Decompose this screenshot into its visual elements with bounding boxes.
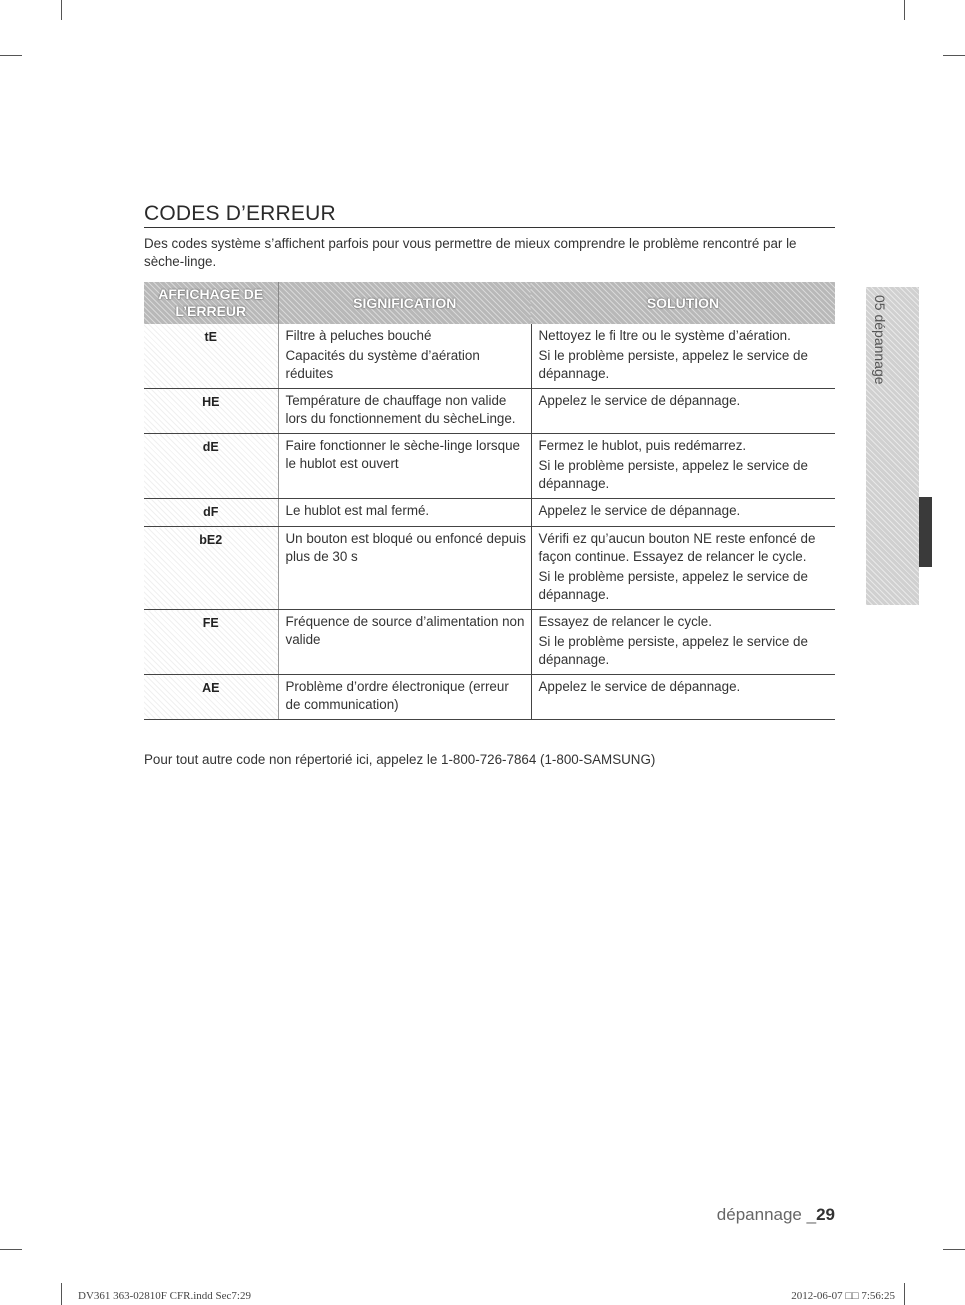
solution-text: Si le problème persiste, appelez le service de dépannage. [538,458,808,491]
chapter-marker [919,497,932,567]
solution-text: Si le problème persiste, appelez le service de dépannage. [538,634,808,667]
error-code: HE [144,389,278,434]
meaning-text: Température de chauffage non valide lors du fonctionnement du sècheLinge. [285,393,516,426]
meaning-text: Fréquence de source d’alimentation non valide [285,614,525,647]
solution-text: Appelez le service de dépannage. [538,679,741,694]
table-row [144,527,835,610]
crop-mark [61,1283,62,1305]
crop-mark [904,0,905,20]
table-row [144,389,835,434]
solution-text: Appelez le service de dépannage. [538,503,741,518]
error-code: AE [144,675,278,720]
footnote: Pour tout autre code non répertorié ici, appelez le 1-800-726-7864 (1-800-SAMSUNG) [144,752,656,767]
table-row [144,675,835,720]
meaning-cell [278,389,531,434]
meaning-cell [278,499,531,527]
meaning-cell [278,610,531,675]
solution-cell [531,324,835,389]
meaning-cell [278,527,531,610]
print-slug-right: 2012-06-07 □□ 7:56:25 [791,1290,895,1302]
header-meaning: SIGNIFICATION [278,282,531,324]
solution-cell [531,675,835,720]
page-footer [717,1205,835,1225]
solution-cell [531,499,835,527]
print-slug-left: DV361 363-02810F CFR.indd Sec7:29 [78,1290,251,1302]
meaning-text: Le hublot est mal fermé. [285,503,430,518]
solution-cell [531,527,835,610]
crop-mark [0,55,22,56]
solution-text: Fermez le hublot, puis redémarrez. [538,438,747,453]
solution-cell [531,434,835,499]
header-solution: SOLUTION [531,282,835,324]
solution-text: Si le problème persiste, appelez le service de dépannage. [538,569,808,602]
footer-section: dépannage _ [716,1205,817,1224]
meaning-text: Filtre à peluches bouché [285,328,432,343]
meaning-text: Faire fonctionner le sèche-linge lorsque le hublot est ouvert [285,438,520,471]
error-codes-table [144,282,835,720]
error-code: dE [144,434,278,499]
crop-mark [904,1283,905,1305]
header-error-display-line2: L’ERREUR [175,303,247,319]
chapter-side-tab [866,287,919,605]
table-row [144,324,835,389]
intro-text: Des codes système s’affichent parfois pour vous permettre de mieux comprendre le problème rencontré par le sèche-linge. [144,236,797,269]
error-code: bE2 [144,527,278,610]
table-header-row [144,282,835,324]
header-error-display [144,282,278,324]
solution-text: Essayez de relancer le cycle. [538,614,712,629]
table-row [144,434,835,499]
page-number: 29 [816,1205,835,1224]
header-error-display-line1: AFFICHAGE DE [158,286,264,302]
crop-mark [943,1249,965,1250]
error-code: FE [144,610,278,675]
meaning-text: Capacités du système d’aération réduites [285,348,480,381]
meaning-cell [278,324,531,389]
solution-text: Vérifi ez qu’aucun bouton NE reste enfoncé de façon continue. Essayez de relancer le cycle. [538,531,816,564]
meaning-cell [278,675,531,720]
solution-cell [531,610,835,675]
meaning-cell [278,434,531,499]
solution-cell [531,389,835,434]
table-row [144,499,835,527]
solution-text: Appelez le service de dépannage. [538,393,741,408]
meaning-text: Problème d’ordre électronique (erreur de communication) [285,679,509,712]
crop-mark [61,0,62,20]
crop-mark [0,1249,22,1250]
solution-text: Si le problème persiste, appelez le service de dépannage. [538,348,808,381]
chapter-tab-label: 05 dépannage [872,295,888,385]
crop-mark [943,55,965,56]
solution-text: Nettoyez le fi ltre ou le système d’aération. [538,328,791,343]
error-code: tE [144,324,278,389]
meaning-text: Un bouton est bloqué ou enfoncé depuis plus de 30 s [285,531,526,564]
table-row [144,610,835,675]
error-code: dF [144,499,278,527]
section-title: CODES D’ERREUR [144,202,336,225]
title-rule [144,227,835,228]
